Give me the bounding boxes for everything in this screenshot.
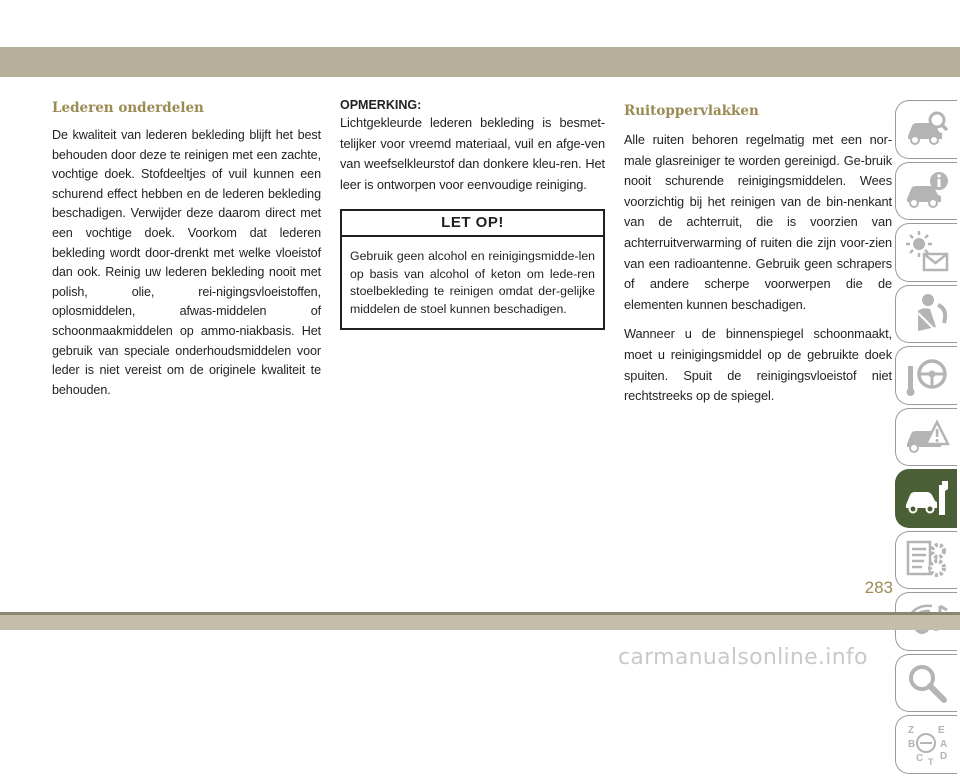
page-number: 283 <box>864 578 893 597</box>
index-letter-e: E <box>937 725 945 737</box>
note-paragraph: Lichtgekleurde lederen bekleding is besmet-telijker voor vreemd materiaal, vuil en afge-ven van weefselkleurstof dan donkere kleu-ren. Het leer is ontworpen voor eenvoudige reiniging. <box>340 115 605 192</box>
seat-airbag-icon <box>904 291 950 337</box>
leather-paragraph: De kwaliteit van lederen bekleding blijft het best behouden door deze te reinigen met een zachte, vochtige doek. Stofdeeltjes of vuil kunnen een schurend effect hebben en de lederen bekleding beschadigen. Verwijder deze daarom direct met een vochtige doek. Voorkom dat lederen bekleding wordt door-drenkt met welke vloeistof dan ook. Reinig uw lederen bekleding nooit met polish, olie, rei-nigingsvloeistoffen, oplosmiddelen, afwas-middelen of schoonmaakmiddelen op ammo-niakbasis. Het gebruik van speciale onderhoudsmiddelen voor leder is niet vereist om de originele kwaliteit te behouden. <box>52 128 321 397</box>
warning-title: LET OP! <box>342 211 603 237</box>
warning-lights-message-icon <box>904 229 950 275</box>
chapter-tabs <box>895 100 960 777</box>
watermark: carmanualsonline.info <box>618 645 868 670</box>
column-windows <box>624 98 892 416</box>
index-letter-z: Z <box>907 725 914 737</box>
column-leather <box>52 98 321 400</box>
tab-seat-airbag[interactable] <box>895 285 957 344</box>
header-band <box>0 47 960 77</box>
footer-band <box>0 612 960 630</box>
tab-search[interactable] <box>895 654 957 713</box>
tab-car-info[interactable] <box>895 162 957 221</box>
tab-warning-lights[interactable] <box>895 223 957 282</box>
index-letter-b: B <box>907 739 915 751</box>
windows-paragraph-2: Wanneer u de binnenspiegel schoonmaakt, moet u reinigingsmiddel op de gebruikte doek spuiten. Spuit de reinigingsvloeistof niet rechtstreeks op de spiegel. <box>624 326 892 404</box>
car-maintenance-tools-icon <box>904 475 950 521</box>
car-search-icon <box>904 106 950 152</box>
warning-text: Gebruik geen alcohol en reinigingsmidde-len op basis van alcohol of keton om lede-ren stoelbekleding te reinigen omdat der-gelijke middelen de stoel kunnen beschadigen. <box>350 249 595 316</box>
tab-alphabetical-index[interactable] <box>895 715 957 774</box>
tab-maintenance[interactable] <box>895 469 957 528</box>
column-note <box>340 98 605 330</box>
steering-wheel-icon <box>904 352 950 398</box>
tab-car-search[interactable] <box>895 100 957 159</box>
index-letter-t: T <box>927 757 933 768</box>
section-heading-leather: Lederen onderdelen <box>52 100 204 116</box>
alphabetical-index-icon <box>904 721 950 767</box>
specifications-gears-icon <box>904 537 950 583</box>
warning-box <box>340 209 605 330</box>
section-heading-windows: Ruitoppervlakken <box>624 103 759 119</box>
tab-car-hazard[interactable] <box>895 408 957 467</box>
search-index-icon <box>904 660 950 706</box>
windows-paragraph-1: Alle ruiten behoren regelmatig met een nor-male glasreiniger te worden gereinigd. Ge-bruik nooit schurende reinigingsmiddelen. Wees voorzichtig bij het reinigen van de bin-nenkant van de achterruit, die is voorzien van achterruitverwarming of ruiten die zijn voor-zien van een radioantenne. Gebruik geen schrapers of andere scherpe voorwerpen die de elementen kunnen beschadigen. <box>624 132 892 312</box>
tab-specifications[interactable] <box>895 531 957 590</box>
index-letter-d: D <box>939 751 947 763</box>
index-letter-a: A <box>939 739 947 751</box>
car-info-icon <box>904 168 950 214</box>
tab-steering[interactable] <box>895 346 957 405</box>
index-letter-c: C <box>915 753 923 765</box>
note-title: OPMERKING: <box>340 98 422 112</box>
car-hazard-icon <box>904 414 950 460</box>
